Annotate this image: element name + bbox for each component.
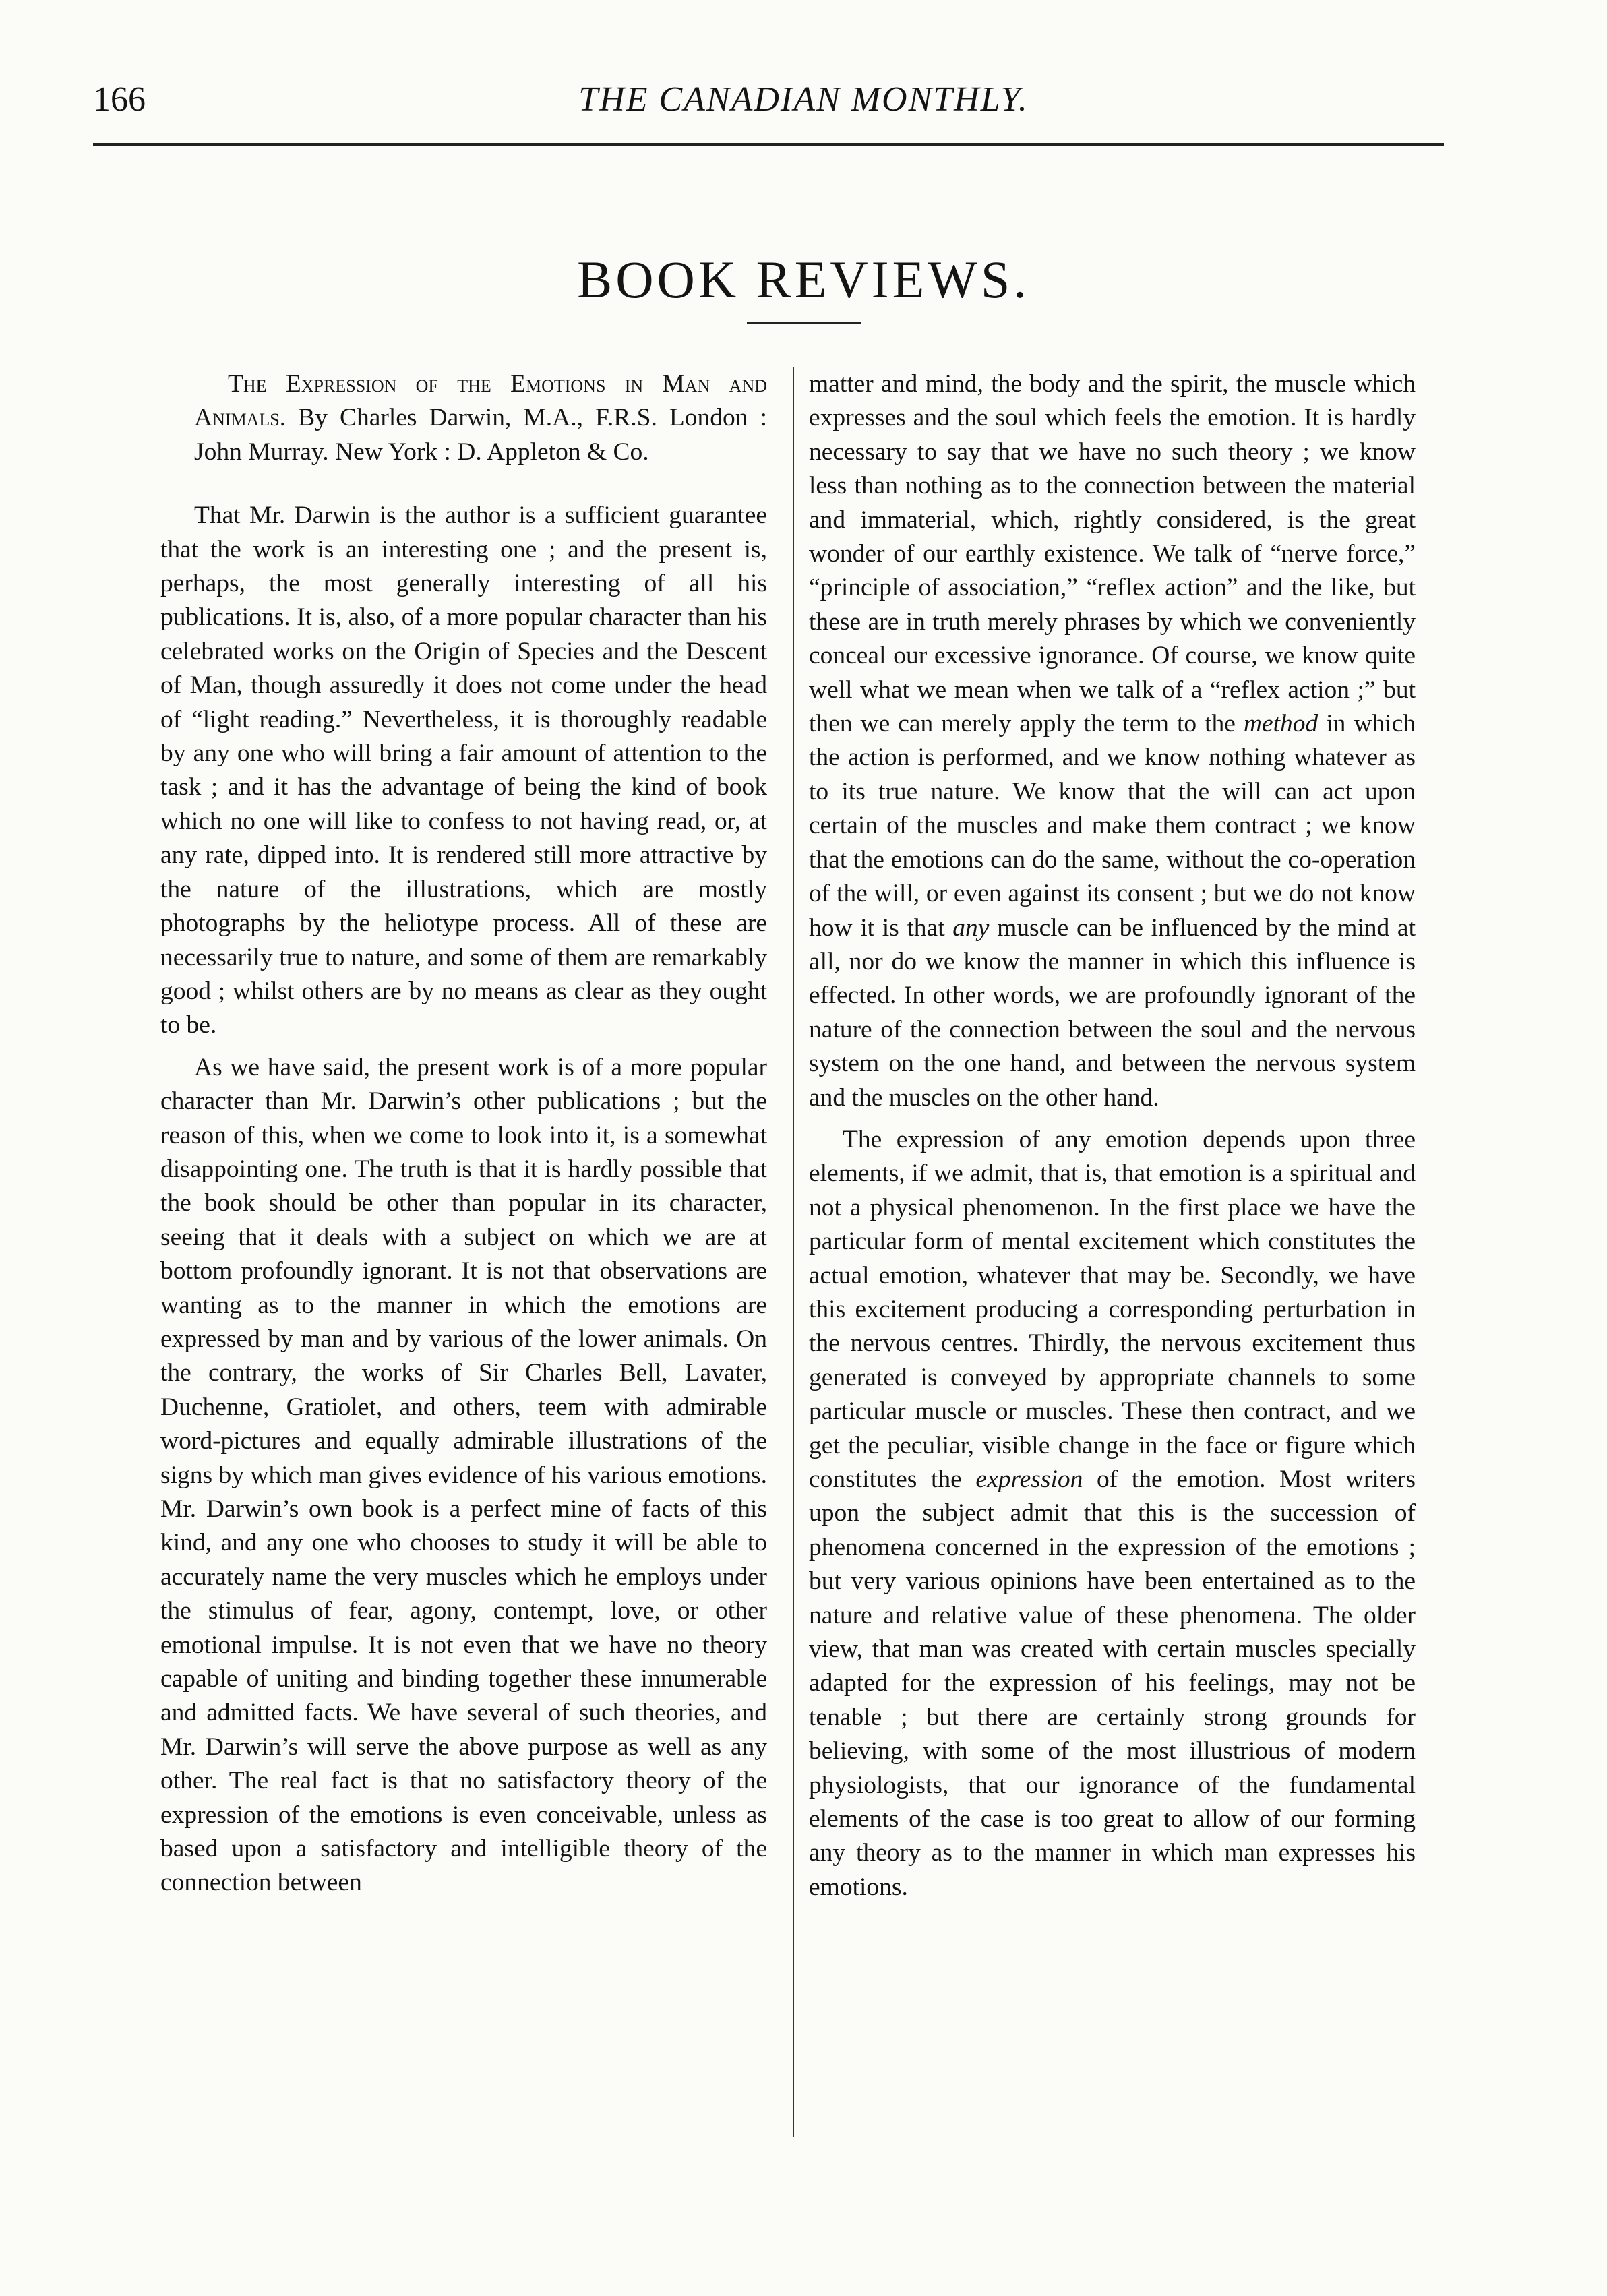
book-title: The Expression of the Emotions in Man and Animals. [194,370,767,432]
right-column [809,367,1416,1904]
book-byline: By Charles Darwin, M.A., F.R.S. London : John Murray. New York : D. Appleton & Co. [194,404,767,466]
right-p1-text-a: matter and mind, the body and the spirit, the muscle which expresses and the soul which feels the emotion. It is hardly necessary to say that we have no such theory ; we know less than nothing as to the connection between the material and immaterial, which, rightly considered, is the great wonder of our earthly existence. We talk of “nerve force,” “principle of association,” “reflex action” and the like, but these are in truth merely phrases by which we conveniently conceal our excessive ignorance. Of course, we know quite well what we mean when we talk of a “reflex action ;” but then we can merely apply the term to the [809,370,1416,738]
right-p1-emphasis-any: any [952,913,990,942]
review-heading [160,367,767,469]
right-paragraph-2 [809,1123,1416,1904]
left-paragraph-1: That Mr. Darwin is the author is a sufficient guarantee that the work is an interesting one ; and the present is, perhaps, the most generally interesting of all his publications. It is, also, of a more popular character than his celebrated works on the Origin of Species and the Descent of Man, though assuredly it does not come under the head of “light reading.” Nevertheless, it is thoroughly readable by any one who will bring a fair amount of attention to the task ; and it has the advantage of being the kind of book which no one will like to confess to not having read, or, at any rate, dipped into. It is rendered still more attractive by the nature of the illustrations, which are mostly photographs by the heliotype process. All of these are necessarily true to nature, and some of them are remarkably good ; whilst others are by no means as clear as they ought to be. [160,502,767,1039]
left-paragraph-2: As we have said, the present work is of a more popular character than Mr. Darwin’s other publications ; but the reason of this, when we come to look into it, is a somewhat disappointing one. The truth is that it is hardly possible that the book should be other than popular in its character, seeing that it deals with a subject on which we are at bottom profoundly ignorant. It is not that observations are wanting as to the manner in which the emotions are expressed by man and by various of the lower animals. On the contrary, the works of Sir Charles Bell, Lavater, Duchenne, Gratiolet, and others, teem with admirable word-pictures and equally admirable illustrations of the signs by which man gives evidence of his various emotions. Mr. Darwin’s own book is a perfect mine of facts of this kind, and any one who chooses to study it will be able to accurately name the very muscles which he employs under the stimulus of fear, agony, contempt, love, or other emotional impulse. It is not even that we have no theory capable of uniting and binding together these innumerable and admitted facts. We have several of such theories, and Mr. Darwin’s will serve the above purpose as well as any other. The real fact is that no satisfactory theory of the expression of the emotions is even conceivable, unless as based upon a satisfactory and intelligible theory of the connection between [160,1053,767,1897]
running-title: THE CANADIAN MONTHLY. [578,80,1029,119]
right-p1-text-c: muscle can be influenced by the mind at all, nor do we know the manner in which this influence is effected. In other words, we are profoundly ignorant of the nature of the connection between the soul and the nervous system on the one hand, and between the nervous system and the muscles on the other hand. [809,913,1416,1112]
section-title: BOOK REVIEWS. [577,250,1030,309]
right-p1-text-b: in which the action is performed, and we know nothing whatever as to its true nature. We know that the will can act upon certain of the muscles and make them contract ; we know that the emotions can do the same, without the co-operation of the will, or even against its consent ; but we do not know how it is that [809,710,1416,942]
right-p1-emphasis-method: method [1243,710,1318,738]
title-rule [747,322,861,324]
right-p2-text-b: of the emotion. Most writers upon the subject admit that this is the succession of phenomena concerned in the expression of the emotions ; but very various opinions have been entertained as to the nature and relative value of these phenomena. The older view, that man was created with certain muscles specially adapted for the expression of his feelings, may not be tenable ; but there are certainly strong grounds for believing, with some of the most illustrious of modern physiologists, that our ignorance of the fundamental elements of the case is too great to allow of our forming any theory as to the manner in which man expresses his emotions. [809,1466,1416,1901]
column-divider [793,367,794,2137]
left-column [160,367,767,1900]
right-p2-emphasis-expression: expression [975,1466,1083,1493]
right-p2-text-a: The expression of any emotion depends upon three elements, if we admit, that is, that emotion is a spiritual and not a physical phenomenon. In the first place we have the particular form of mental excitement which constitutes the actual emotion, whatever that may be. Secondly, we have this excitement producing a corresponding perturbation in the nervous centres. Thirdly, the nervous excitement thus generated is conveyed by appropriate channels to some particular muscle or muscles. These then contract, and we get the peculiar, visible change in the face or figure which constitutes the [809,1125,1416,1493]
page-number: 166 [93,80,146,119]
right-paragraph-1 [809,367,1416,1115]
header-rule [93,143,1444,146]
